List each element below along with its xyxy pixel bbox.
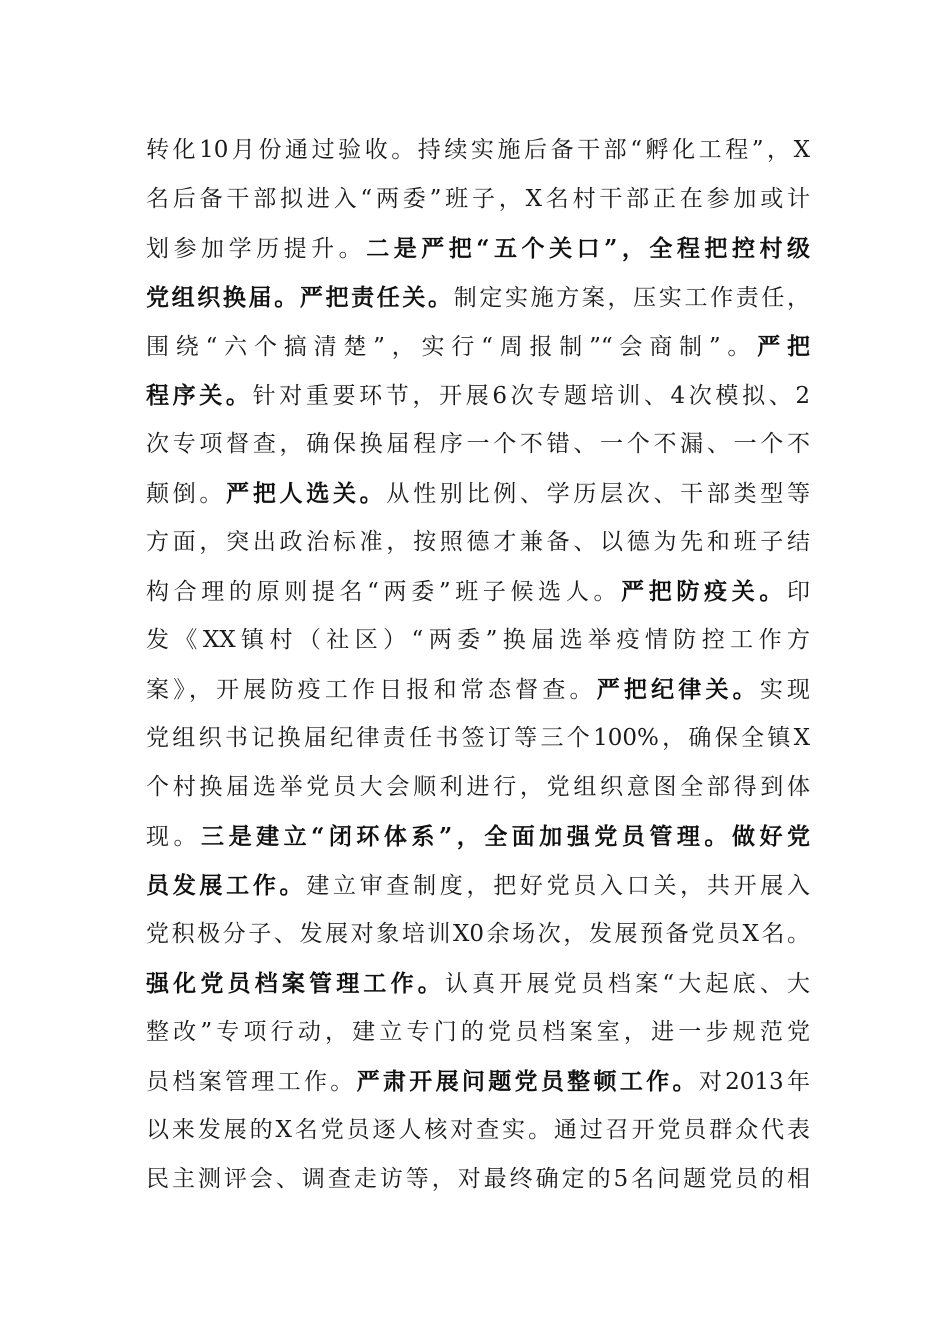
body-text-segment: 制定实施方案，压实工作责任， bbox=[453, 285, 810, 311]
text-line bbox=[146, 910, 810, 959]
body-text-segment: 建立审查制度，把好党员入口关，共开展入 bbox=[306, 873, 810, 899]
body-text-segment: 党组织书记换届纪律责任书签订等三个100%，确保全镇X bbox=[146, 725, 810, 751]
text-line bbox=[146, 665, 810, 714]
text-line bbox=[146, 126, 810, 175]
body-text-segment: 围绕“六个搞清楚”，实行“周报制”“会商制”。 bbox=[146, 334, 758, 360]
body-text-segment: 次专项督查，确保换届程序一个不错、一个不漏、一个不 bbox=[146, 431, 810, 457]
body-text-segment: 名后备干部拟进入“两委”班子，X名村干部正在参加或计 bbox=[146, 186, 810, 212]
bold-heading-text: 严把人选关。 bbox=[226, 480, 387, 507]
bold-heading-text: 程序关。 bbox=[146, 382, 253, 409]
body-text-segment: 整改”专项行动，建立专门的党员档案室，进一步规范党 bbox=[146, 1019, 810, 1045]
text-line bbox=[146, 273, 810, 322]
body-text-segment: 实现 bbox=[759, 677, 810, 703]
body-text-segment: 印 bbox=[787, 579, 810, 605]
text-line bbox=[146, 567, 810, 616]
text-line bbox=[146, 175, 810, 224]
body-text-segment: 发《XX镇村（社区）“两委”换届选举疫情防控工作方 bbox=[146, 627, 810, 653]
body-text-segment: 党积极分子、发展对象培训X0余场次，发展预备党员X名。 bbox=[146, 921, 810, 947]
body-text-segment: 构合理的原则提名“两委”班子候选人。 bbox=[146, 579, 622, 605]
text-line bbox=[146, 812, 810, 861]
body-text-segment: 个村换届选举党员大会顺利进行，党组织意图全部得到体 bbox=[146, 774, 810, 800]
bold-heading-text: 员发展工作。 bbox=[146, 872, 307, 899]
text-line bbox=[146, 959, 810, 1008]
text-line bbox=[146, 224, 810, 273]
bold-heading-text: 党组织换届。严把责任关。 bbox=[146, 284, 454, 311]
text-line bbox=[146, 714, 810, 763]
body-text-segment: 案》，开展防疫工作日报和常态督查。 bbox=[146, 677, 597, 703]
body-text bbox=[146, 126, 810, 1204]
body-text-segment: 方面，突出政治标准，按照德才兼备、以德为先和班子结 bbox=[146, 529, 810, 555]
body-text-segment: 认真开展党员档案“大起底、大 bbox=[444, 971, 810, 997]
body-text-segment: 以来发展的X名党员逐人核对查实。通过召开党员群众代表 bbox=[146, 1117, 810, 1143]
text-line bbox=[146, 763, 810, 812]
bold-heading-text: 严把纪律关。 bbox=[596, 676, 760, 703]
body-text-segment: 现。 bbox=[146, 824, 202, 850]
text-line bbox=[146, 1155, 810, 1204]
body-text-segment: 员档案管理工作。 bbox=[146, 1069, 357, 1095]
text-line bbox=[146, 420, 810, 469]
body-text-segment: 民主测评会、调查走访等，对最终确定的5名问题党员的相 bbox=[146, 1166, 810, 1192]
text-line bbox=[146, 469, 810, 518]
bold-heading-text: 严把 bbox=[757, 333, 810, 360]
bold-heading-text: 强化党员档案管理工作。 bbox=[146, 970, 445, 997]
body-text-segment: 颠倒。 bbox=[146, 481, 227, 507]
body-text-segment: 针对重要环节，开展6次专题培训、4次模拟、2 bbox=[252, 383, 810, 409]
body-text-segment: 划参加学历提升。 bbox=[146, 236, 367, 262]
text-line bbox=[146, 322, 810, 371]
text-line bbox=[146, 1106, 810, 1155]
text-line bbox=[146, 616, 810, 665]
bold-heading-text: 严把防疫关。 bbox=[621, 578, 787, 605]
text-line bbox=[146, 371, 810, 420]
body-text-segment: 转化10月份通过验收。持续实施后备干部“孵化工程”，X bbox=[146, 137, 810, 163]
text-line bbox=[146, 518, 810, 567]
bold-heading-text: 二是严把“五个关口”，全程把控村级 bbox=[366, 235, 810, 262]
bold-heading-text: 严肃开展问题党员整顿工作。 bbox=[356, 1068, 699, 1095]
text-line bbox=[146, 861, 810, 910]
bold-heading-text: 三是建立“闭环体系”，全面加强党员管理。做好党 bbox=[201, 823, 810, 850]
body-text-segment: 从性别比例、学历层次、干部类型等 bbox=[386, 481, 810, 507]
text-line bbox=[146, 1057, 810, 1106]
body-text-segment: 对2013年 bbox=[698, 1069, 810, 1095]
text-line bbox=[146, 1008, 810, 1057]
